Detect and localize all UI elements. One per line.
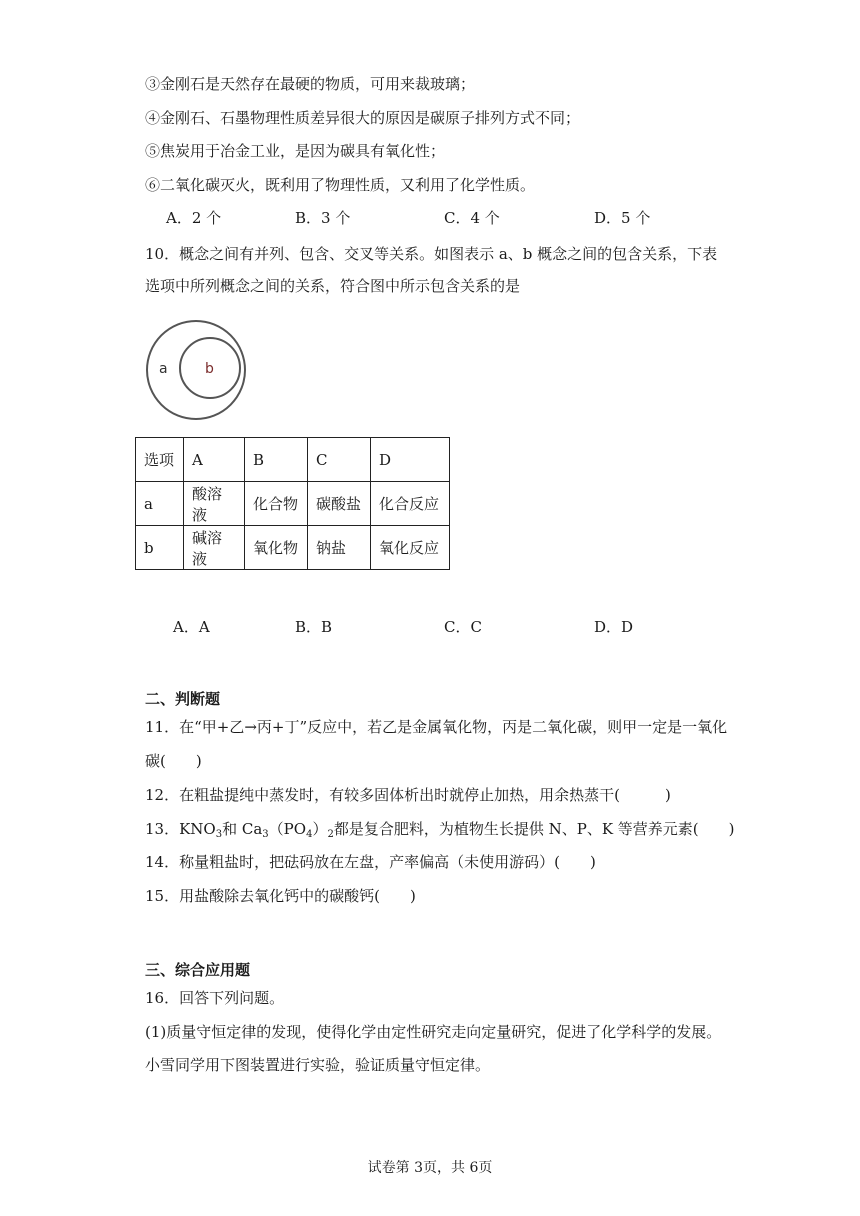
table-row xyxy=(136,482,450,526)
venn-diagram xyxy=(142,318,250,422)
q10-stem-line1: 10．概念之间有并列、包含、交叉等关系。如图表示 a、b 概念之间的包含关系，下表 xyxy=(145,245,718,263)
table-cell: 碱溶液 xyxy=(184,526,245,570)
table-row xyxy=(136,526,450,570)
table-cell: 化合物 xyxy=(245,482,308,526)
table-cell: D xyxy=(371,438,450,482)
table-cell: b xyxy=(136,526,184,570)
table-cell: 化合反应 xyxy=(371,482,450,526)
q11-line1: 11．在“甲+乙→丙+丁”反应中，若乙是金属氧化物，丙是二氧化碳，则甲一定是一氧化 xyxy=(145,718,728,736)
table-cell: A xyxy=(184,438,245,482)
q10-option-a: A．A xyxy=(173,618,210,636)
q13-text: （PO xyxy=(268,820,307,838)
statement-3: ③金刚石是天然存在最硬的物质，可用来裁玻璃； xyxy=(145,75,476,93)
table-cell: 碳酸盐 xyxy=(308,482,371,526)
table-cell: 选项 xyxy=(136,438,184,482)
section-title-judgement: 二、判断题 xyxy=(145,690,221,708)
q10-stem-line2: 选项中所列概念之间的关系，符合图中所示包含关系的是 xyxy=(145,277,521,295)
section-title-application: 三、综合应用题 xyxy=(145,961,251,979)
q16-part1-line1: (1)质量守恒定律的发现，使得化学由定性研究走向定量研究，促进了化学科学的发展。 xyxy=(145,1023,722,1041)
label-b: b xyxy=(205,361,214,377)
q13-sub: 2 xyxy=(327,829,334,840)
table-cell: 钠盐 xyxy=(308,526,371,570)
table-cell: a xyxy=(136,482,184,526)
q13-text: 都是复合肥料，为植物生长提供 N、P、K 等营养元素( ) xyxy=(333,820,735,838)
q13-sub: 3 xyxy=(215,829,223,840)
table-cell: 酸溶液 xyxy=(184,482,245,526)
q13-text: 13．KNO xyxy=(145,820,216,838)
q13-text: ） xyxy=(312,820,328,838)
page-footer: 试卷第 3页，共 6页 xyxy=(367,1160,493,1176)
table-cell: 氧化物 xyxy=(245,526,308,570)
q9-option-d: D．5 个 xyxy=(594,209,651,227)
q16: 16．回答下列问题。 xyxy=(145,989,285,1007)
q13-sub: 4 xyxy=(306,829,313,840)
q10-option-d: D．D xyxy=(594,618,634,636)
q13-sub: 3 xyxy=(262,829,269,840)
q9-option-a: A．2 个 xyxy=(166,209,222,227)
statement-6: ⑥二氧化碳灭火，既利用了物理性质，又利用了化学性质。 xyxy=(145,176,536,194)
statement-5: ⑤焦炭用于冶金工业，是因为碳具有氧化性； xyxy=(145,142,446,160)
table-header-row xyxy=(136,438,450,482)
table-cell: B xyxy=(245,438,308,482)
q13-text: 和 Ca xyxy=(222,820,263,838)
options-table xyxy=(135,437,450,570)
q13 xyxy=(145,819,735,839)
q11-line2: 碳( ) xyxy=(145,752,202,770)
q15: 15．用盐酸除去氧化钙中的碳酸钙( ) xyxy=(145,887,416,905)
q16-part1-line2: 小雪同学用下图装置进行实验，验证质量守恒定律。 xyxy=(145,1056,491,1074)
table-cell: 氧化反应 xyxy=(371,526,450,570)
q9-option-b: B．3 个 xyxy=(295,209,351,227)
q12: 12．在粗盐提纯中蒸发时，有较多固体析出时就停止加热，用余热蒸干( ) xyxy=(145,786,671,804)
q10-option-c: C．C xyxy=(444,618,482,636)
q10-option-b: B．B xyxy=(295,618,333,636)
q14: 14．称量粗盐时，把砝码放在左盘，产率偏高（未使用游码）( ) xyxy=(145,853,596,871)
statement-4: ④金刚石、石墨物理性质差异很大的原因是碳原子排列方式不同； xyxy=(145,109,581,127)
table-cell: C xyxy=(308,438,371,482)
label-a: a xyxy=(159,361,168,377)
q9-option-c: C．4 个 xyxy=(444,209,500,227)
